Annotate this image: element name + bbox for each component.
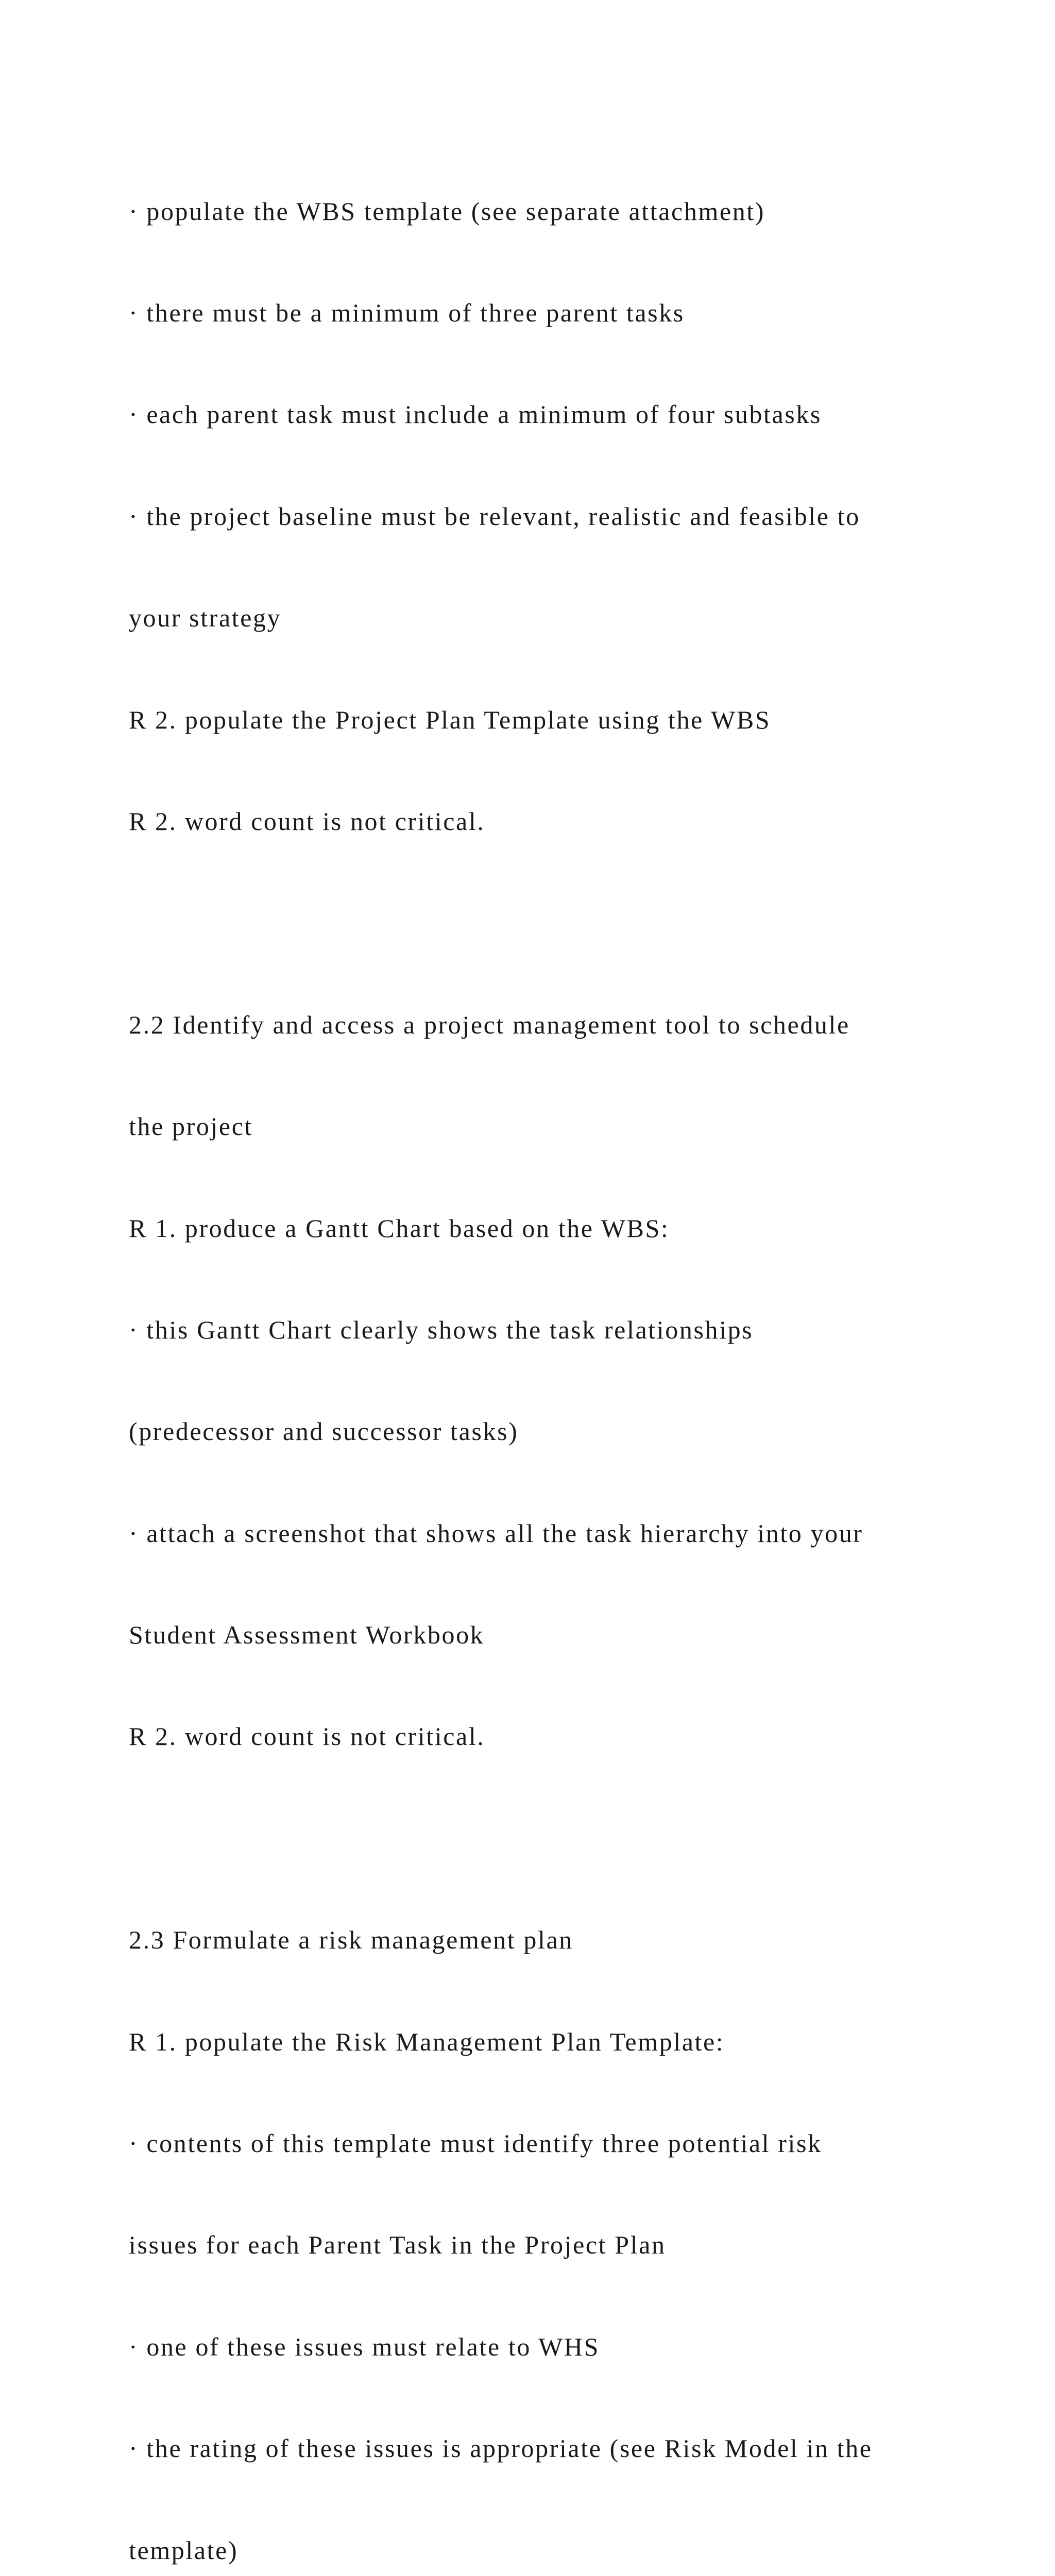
text-line: · there must be a minimum of three parent tasks <box>129 298 685 327</box>
text-line: the project <box>129 1112 253 1141</box>
text-line: · this Gantt Chart clearly shows the task relationships <box>129 1315 754 1344</box>
text-line: · populate the WBS template (see separate attachment) <box>129 196 765 226</box>
text-line: R 1. produce a Gantt Chart based on the WBS: <box>129 1213 670 1243</box>
blank-line <box>129 1822 963 1856</box>
text-line: issues for each Parent Task in the Project Plan <box>129 2230 666 2260</box>
text-line: R 2. word count is not critical. <box>129 806 485 836</box>
text-line: template) <box>129 2535 239 2565</box>
section-heading: 2.2 Identify and access a project management tool to schedule <box>129 1010 850 1039</box>
text-line: · the rating of these issues is appropriate (see Risk Model in the <box>129 2434 873 2463</box>
text-line: R 1. populate the Risk Management Plan Template: <box>129 2027 725 2056</box>
text-line: · contents of this template must identify three potential risk <box>129 2129 822 2158</box>
document-body <box>129 127 963 2576</box>
text-line: · one of these issues must relate to WHS <box>129 2332 600 2361</box>
text-line: Student Assessment Workbook <box>129 1620 485 1650</box>
text-line: (predecessor and successor tasks) <box>129 1417 519 1446</box>
text-line: your strategy <box>129 603 282 633</box>
blank-line <box>129 906 963 940</box>
text-line: R 2. word count is not critical. <box>129 1722 485 1751</box>
text-line: · the project baseline must be relevant, realistic and feasible to <box>129 501 860 531</box>
text-line: R 2. populate the Project Plan Template using the WBS <box>129 705 771 734</box>
text-line: · attach a screenshot that shows all the task hierarchy into your <box>129 1518 863 1548</box>
section-heading: 2.3 Formulate a risk management plan <box>129 1925 573 1955</box>
text-line: · each parent task must include a minimum of four subtasks <box>129 400 822 429</box>
